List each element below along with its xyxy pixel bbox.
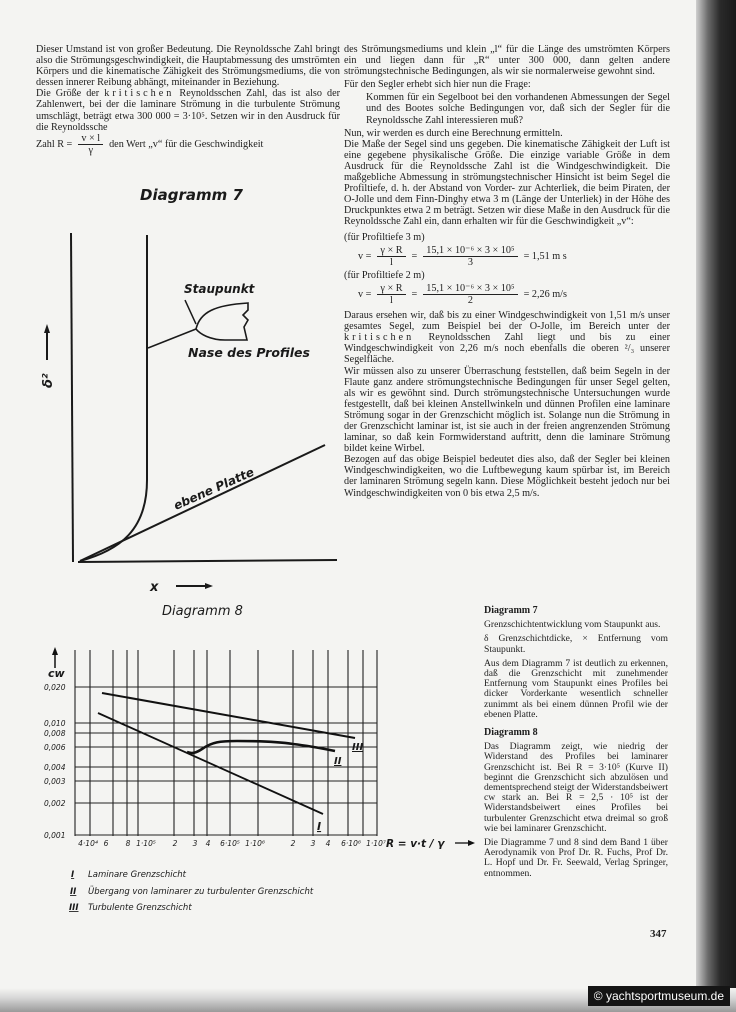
- caption-title: Diagramm 7: [484, 605, 538, 616]
- text: Reynoldsschen Zahl liegt und bis zu einer Windgeschwindigkeit von 2,26 m/s noch ebenfalls die oberen ²/₃ unserer Segelfläche.: [344, 332, 671, 366]
- x-tick-label: 6: [103, 839, 109, 848]
- caption-text: δ Grenzschichtdicke, × Entfernung vom Staupunkt.: [484, 633, 668, 655]
- caption-text: Die Diagramme 7 und 8 sind dem Band 1 über Aerodynamik von Prof Dr. R. Fuchs, Prof Dr. L. Hopf und Dr. Fr. Seewald, Verlag Springer, entnommen.: [484, 837, 668, 879]
- text: =: [411, 288, 418, 300]
- x-tick-label: 1·10⁶: [245, 839, 265, 848]
- y-tick-label: 0,003: [44, 777, 66, 786]
- numerator: v × l: [78, 133, 103, 145]
- paragraph: Dieser Umstand ist von großer Bedeutung. Die Reynoldssche Zahl bringt also die Strömungsgeschwindigkeit, die Hauptabmessung des umströmten Körpers und die kinematische Zähigkeit des Strömungsmediums, die von dessen innerer Reibung abhängt, miteinander in Beziehung.: [36, 44, 340, 89]
- legend: [69, 870, 314, 913]
- y-axis: [71, 233, 73, 562]
- paragraph: Bezogen auf das obige Beispiel bedeutet dies also, daß der Segler bei kleinen Windgeschwindigkeiten, wo die Luftbewegung kaum spürbar ist, im Bereich der laminaren Strömung segeln kann. Diese Möglichkeit besteht jedoch nur bei Windgeschwindigkeiten von 0 bis etwa 2,5 m/s.: [344, 454, 670, 499]
- legend-text: Laminare Grenzschicht: [88, 870, 187, 880]
- profile-nose-shape: [196, 303, 248, 340]
- grid: [75, 650, 377, 836]
- y-tick-labels: [44, 683, 66, 840]
- profile-curve: [80, 235, 147, 561]
- paragraph: Nun, wir werden es durch eine Berechnung ermitteln.: [344, 127, 563, 139]
- denominator: γ: [88, 144, 93, 156]
- curve-label-III: III: [352, 742, 364, 753]
- diagram-title: Diagramm 7: [140, 186, 243, 204]
- curve-label-II: II: [334, 756, 342, 767]
- plate-line: [80, 445, 325, 561]
- x-tick-label: 2: [172, 839, 178, 848]
- result: = 2,26 m/s: [523, 288, 567, 300]
- y-tick-label: 0,008: [44, 729, 66, 738]
- text: v =: [358, 250, 372, 262]
- x-tick-label: 6·10⁶: [341, 839, 361, 848]
- plate-label: ebene Platte: [171, 464, 257, 513]
- legend-text: Übergang von laminarer zu turbulenter Grenzschicht: [88, 887, 314, 897]
- x-tick-label: 2: [290, 839, 296, 848]
- caption-title: Diagramm 8: [484, 727, 538, 739]
- y-tick-label: 0,001: [44, 831, 66, 840]
- text: Zahl R =: [36, 138, 73, 150]
- x-axis-label: R = v·t / γ: [386, 838, 445, 850]
- text: v =: [358, 288, 372, 300]
- text: =: [411, 250, 418, 262]
- denominator: 2: [467, 294, 473, 306]
- y-tick-label: 0,010: [44, 719, 66, 728]
- legend-num: III: [69, 903, 79, 913]
- y-tick-label: 0,002: [44, 799, 66, 808]
- denominator: l: [390, 294, 393, 306]
- text: den Wert „v“ für die Geschwindigkeit: [109, 138, 264, 150]
- caption-text: Grenzschichtentwicklung vom Staupunkt aus.: [484, 619, 661, 631]
- y-tick-label: 0,006: [44, 743, 66, 752]
- x-tick-label: 3: [192, 839, 198, 848]
- numerator: γ × R: [377, 245, 405, 257]
- emphasis-text: kritischen: [344, 332, 415, 344]
- x-tick-label: 4·10⁴: [78, 839, 98, 848]
- page-number: 347: [650, 928, 667, 940]
- question-paragraph: Kommen für ein Segelboot bei den vorhandenen Abmessungen der Segel und des Bootes solche Bedingungen vor, daß sich der Segler für die Reynoldssche Zahl interessieren muß?: [366, 92, 670, 126]
- arrow-head-icon: [468, 840, 475, 846]
- numerator: 15,1 × 10⁻⁶ × 3 × 10⁵: [423, 245, 517, 257]
- paragraph: Die Maße der Segel sind uns gegeben. Die kinematische Zähigkeit der Luft ist eine gegebene physikalische Größe. Die einzige variable Größe in dem Ausdruck für die Reynoldssche Zahl ist die Windgeschwindigkeit. Die maßgebliche Abmessung in strömungstechnischer Hinsicht ist beim Segel die Profiltiefe, d. h. der Abstand von Vorder- zur Achterliek, die beim Piraten, der O-Jolle und dem Finn-Dinghy etwa 3 m (Länge der Unterliek) in der Höhe des Druckpunktes etwa 2 m beträgt. Setzen wir diese Maße in den Ausdruck für die Reynoldssche Zahl ein, dann erhalten wir für die Geschwindigkeit „v“:: [344, 138, 670, 228]
- diagram-8-title: Diagramm 8: [162, 604, 243, 619]
- nose-label: Nase des Profiles: [188, 345, 310, 360]
- text: Reynoldsschen Zahl, das ist also der Zahlenwert, bei der die laminare Strömung in die turbulente Strömung umschlägt, beträgt etwa 300 000 = 3·10⁵. Setzen wir in den Ausdruck für die Reynoldssche: [36, 88, 340, 133]
- caption-text: Das Diagramm zeigt, wie niedrig der Widerstand des Profiles bei laminarer Grenzschicht ist. Bei R = 3·10⁵ (Kurve II) beginnt die Grenzschicht sich abzulösen und dementsprechend steigt der Widerstandsbeiwert cw stark an. Bei R = 2,5 · 10⁵ ist der Widerstandsbeiwert eines Profiles bei turbulenter Grenzschicht etwa dreimal so groß wie bei laminarer Grenzschicht.: [484, 741, 668, 834]
- denominator: l: [390, 256, 393, 268]
- legend-num: II: [70, 887, 77, 897]
- y-axis-label: cw: [48, 667, 65, 680]
- arrow-head-icon: [205, 583, 213, 589]
- formula-label: (für Profiltiefe 2 m): [344, 269, 425, 281]
- x-tick-label: 1·10⁷: [366, 839, 386, 848]
- denominator: 3: [467, 256, 473, 268]
- result: = 1,51 m s: [523, 250, 567, 262]
- y-tick-label: 0,004: [44, 763, 66, 772]
- watermark: © yachtsportmuseum.de: [588, 986, 730, 1006]
- diagram-8: [44, 647, 475, 913]
- legend-text: Turbulente Grenzschicht: [88, 903, 192, 913]
- paragraph: des Strömungsmediums und klein „l“ für die Länge des umströmten Körpers ein und liegen dann für „R“ unter 300 000, dann gelten andere strömungstechnische Bedingungen, als wir sie normalerweise gewohnt sind.: [344, 44, 670, 78]
- x-tick-label: 4: [205, 839, 211, 848]
- arrow-head-icon: [44, 324, 50, 333]
- paragraph: Für den Segler erhebt sich hier nun die Frage:: [344, 79, 531, 91]
- numerator: 15,1 × 10⁻⁶ × 3 × 10⁵: [423, 283, 517, 295]
- x-tick-label: 1·10⁵: [136, 839, 156, 848]
- stagnation-label: Staupunkt: [184, 282, 255, 296]
- y-axis-label: δ²: [41, 373, 56, 388]
- arrow-head-icon: [52, 647, 58, 655]
- stagnation-pointer: [185, 300, 196, 324]
- curve-I-laminar: [98, 713, 323, 814]
- x-axis-label: x: [150, 580, 159, 595]
- y-tick-label: 0,020: [44, 683, 66, 692]
- curve-label-I: I: [317, 820, 322, 833]
- paragraph: Wir müssen also zu unserer Überraschung feststellen, daß beim Segeln in der Flaute ganz andere strömungstechnische Bedingungen für unser Segel gelten, als wir es gewöhnt sind. Durch strömungstechnische Untersuchungen wurde festgestellt, daß bei kleinen Anstellwinkeln und dünnen Profilen eine laminare Strömung sogar in der Grenzschicht möglich ist. Solange nun die Strömung in der Grenzschicht laminar ist, ist sie auch in der freien angrenzenden Strömung laminar, so daß kein Formwiderstand auftritt, denn die laminare Strömung bildet keine Wirbel.: [344, 365, 670, 455]
- diagram-7: [41, 186, 337, 619]
- formula-label: (für Profiltiefe 3 m): [344, 231, 425, 243]
- x-tick-label: 4: [325, 839, 331, 848]
- text: Die Größe der: [36, 88, 100, 100]
- numerator: γ × R: [377, 283, 405, 295]
- emphasis-text: kritischen: [104, 88, 175, 100]
- x-axis: [78, 560, 337, 562]
- text: Daraus ersehen wir, daß bis zu einer Windgeschwindigkeit von 1,51 m/s unser gesamtes Segel, zum Beispiel bei der O-Jolle, im Bereich unter der: [344, 310, 670, 333]
- caption-text: Aus dem Diagramm 7 ist deutlich zu erkennen, daß die Grenzschicht mit zunehmender Entfernung vom Staupunkt eines Profiles bei dicker Vorderkante wesentlich schneller zunimmt als bei einem dünnen Profil wie der ebenen Platte.: [484, 657, 668, 720]
- legend-num: I: [71, 870, 75, 880]
- x-tick-label: 3: [310, 839, 316, 848]
- x-tick-label: 6·10⁵: [220, 839, 240, 848]
- x-tick-label: 8: [125, 839, 131, 848]
- x-tick-labels: [78, 839, 386, 848]
